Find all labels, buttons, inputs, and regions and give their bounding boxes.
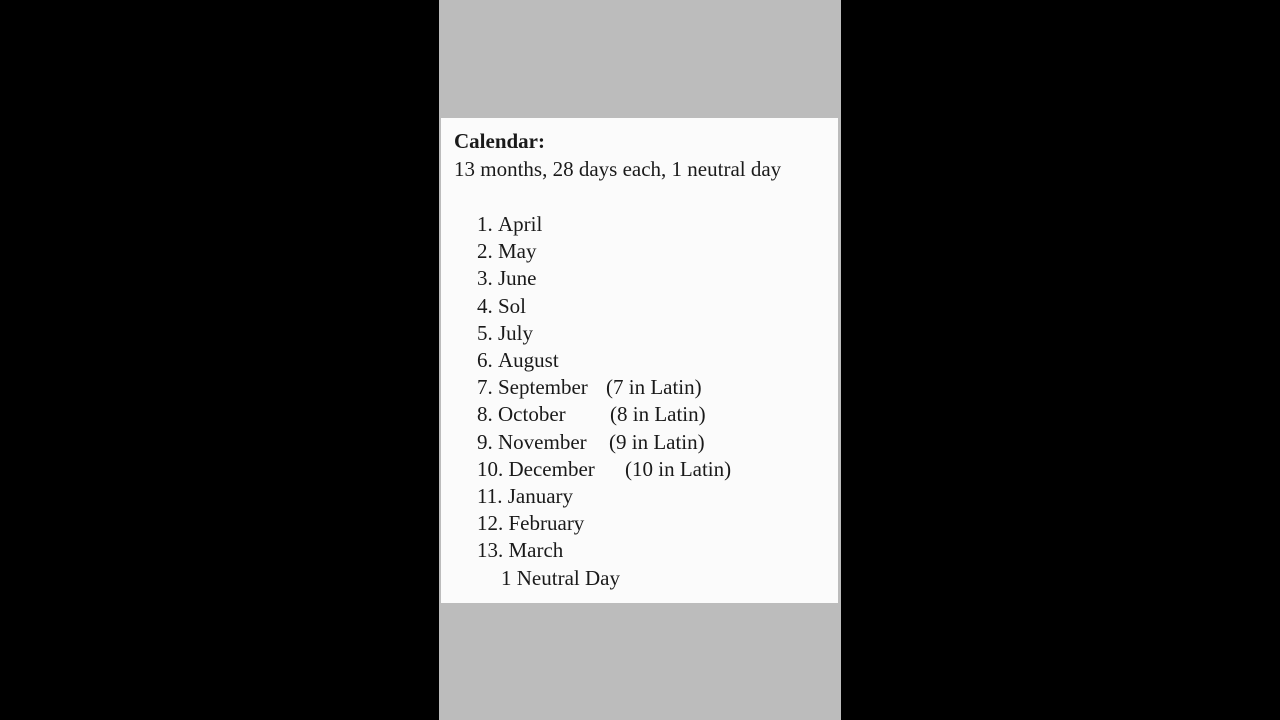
month-item-april [477, 211, 595, 238]
month-number: 12. [477, 511, 504, 536]
month-name: January [507, 483, 574, 508]
month-number: 5. [477, 320, 493, 345]
month-name: February [508, 511, 585, 536]
month-number: 7. [477, 375, 493, 400]
month-number: 10. [477, 456, 504, 481]
latin-note: (9 in Latin) [609, 429, 705, 454]
month-name: October [498, 402, 566, 427]
month-name: March [508, 538, 564, 563]
month-item-july [477, 320, 595, 347]
month-name: May [498, 239, 537, 264]
month-name: September [498, 375, 588, 400]
month-number: 11. [477, 483, 503, 508]
latin-note: (8 in Latin) [610, 402, 706, 427]
month-item-january [477, 483, 595, 510]
month-number: 4. [477, 293, 493, 318]
month-name: July [498, 320, 534, 345]
month-item-december [477, 456, 732, 483]
month-number: 3. [477, 266, 493, 291]
month-name: December [508, 456, 595, 481]
month-item-november [477, 429, 705, 456]
month-name: June [498, 266, 537, 291]
month-item-september [477, 374, 702, 401]
month-number: 8. [477, 402, 493, 427]
month-name: Sol [498, 293, 527, 318]
month-item-sol [477, 293, 595, 320]
month-item-october [477, 401, 706, 428]
month-item-march [477, 537, 595, 564]
month-number: 9. [477, 429, 493, 454]
month-number: 2. [477, 239, 493, 264]
month-item-june [477, 265, 595, 292]
month-list [477, 211, 732, 564]
month-number: 13. [477, 538, 504, 563]
month-item-may [477, 238, 595, 265]
document-subtitle: 13 months, 28 days each, 1 neutral day [454, 157, 782, 181]
month-item-august [477, 347, 595, 374]
document-title: Calendar: [454, 129, 545, 153]
month-name: November [498, 429, 587, 454]
calendar-document [441, 118, 838, 603]
month-item-february [477, 510, 595, 537]
month-number: 6. [477, 347, 493, 372]
month-number: 1. [477, 212, 493, 236]
month-name: April [498, 212, 543, 236]
latin-note: (10 in Latin) [625, 456, 732, 481]
latin-note: (7 in Latin) [606, 375, 702, 400]
month-name: August [498, 347, 559, 372]
neutral-day-label: 1 Neutral Day [501, 566, 620, 590]
